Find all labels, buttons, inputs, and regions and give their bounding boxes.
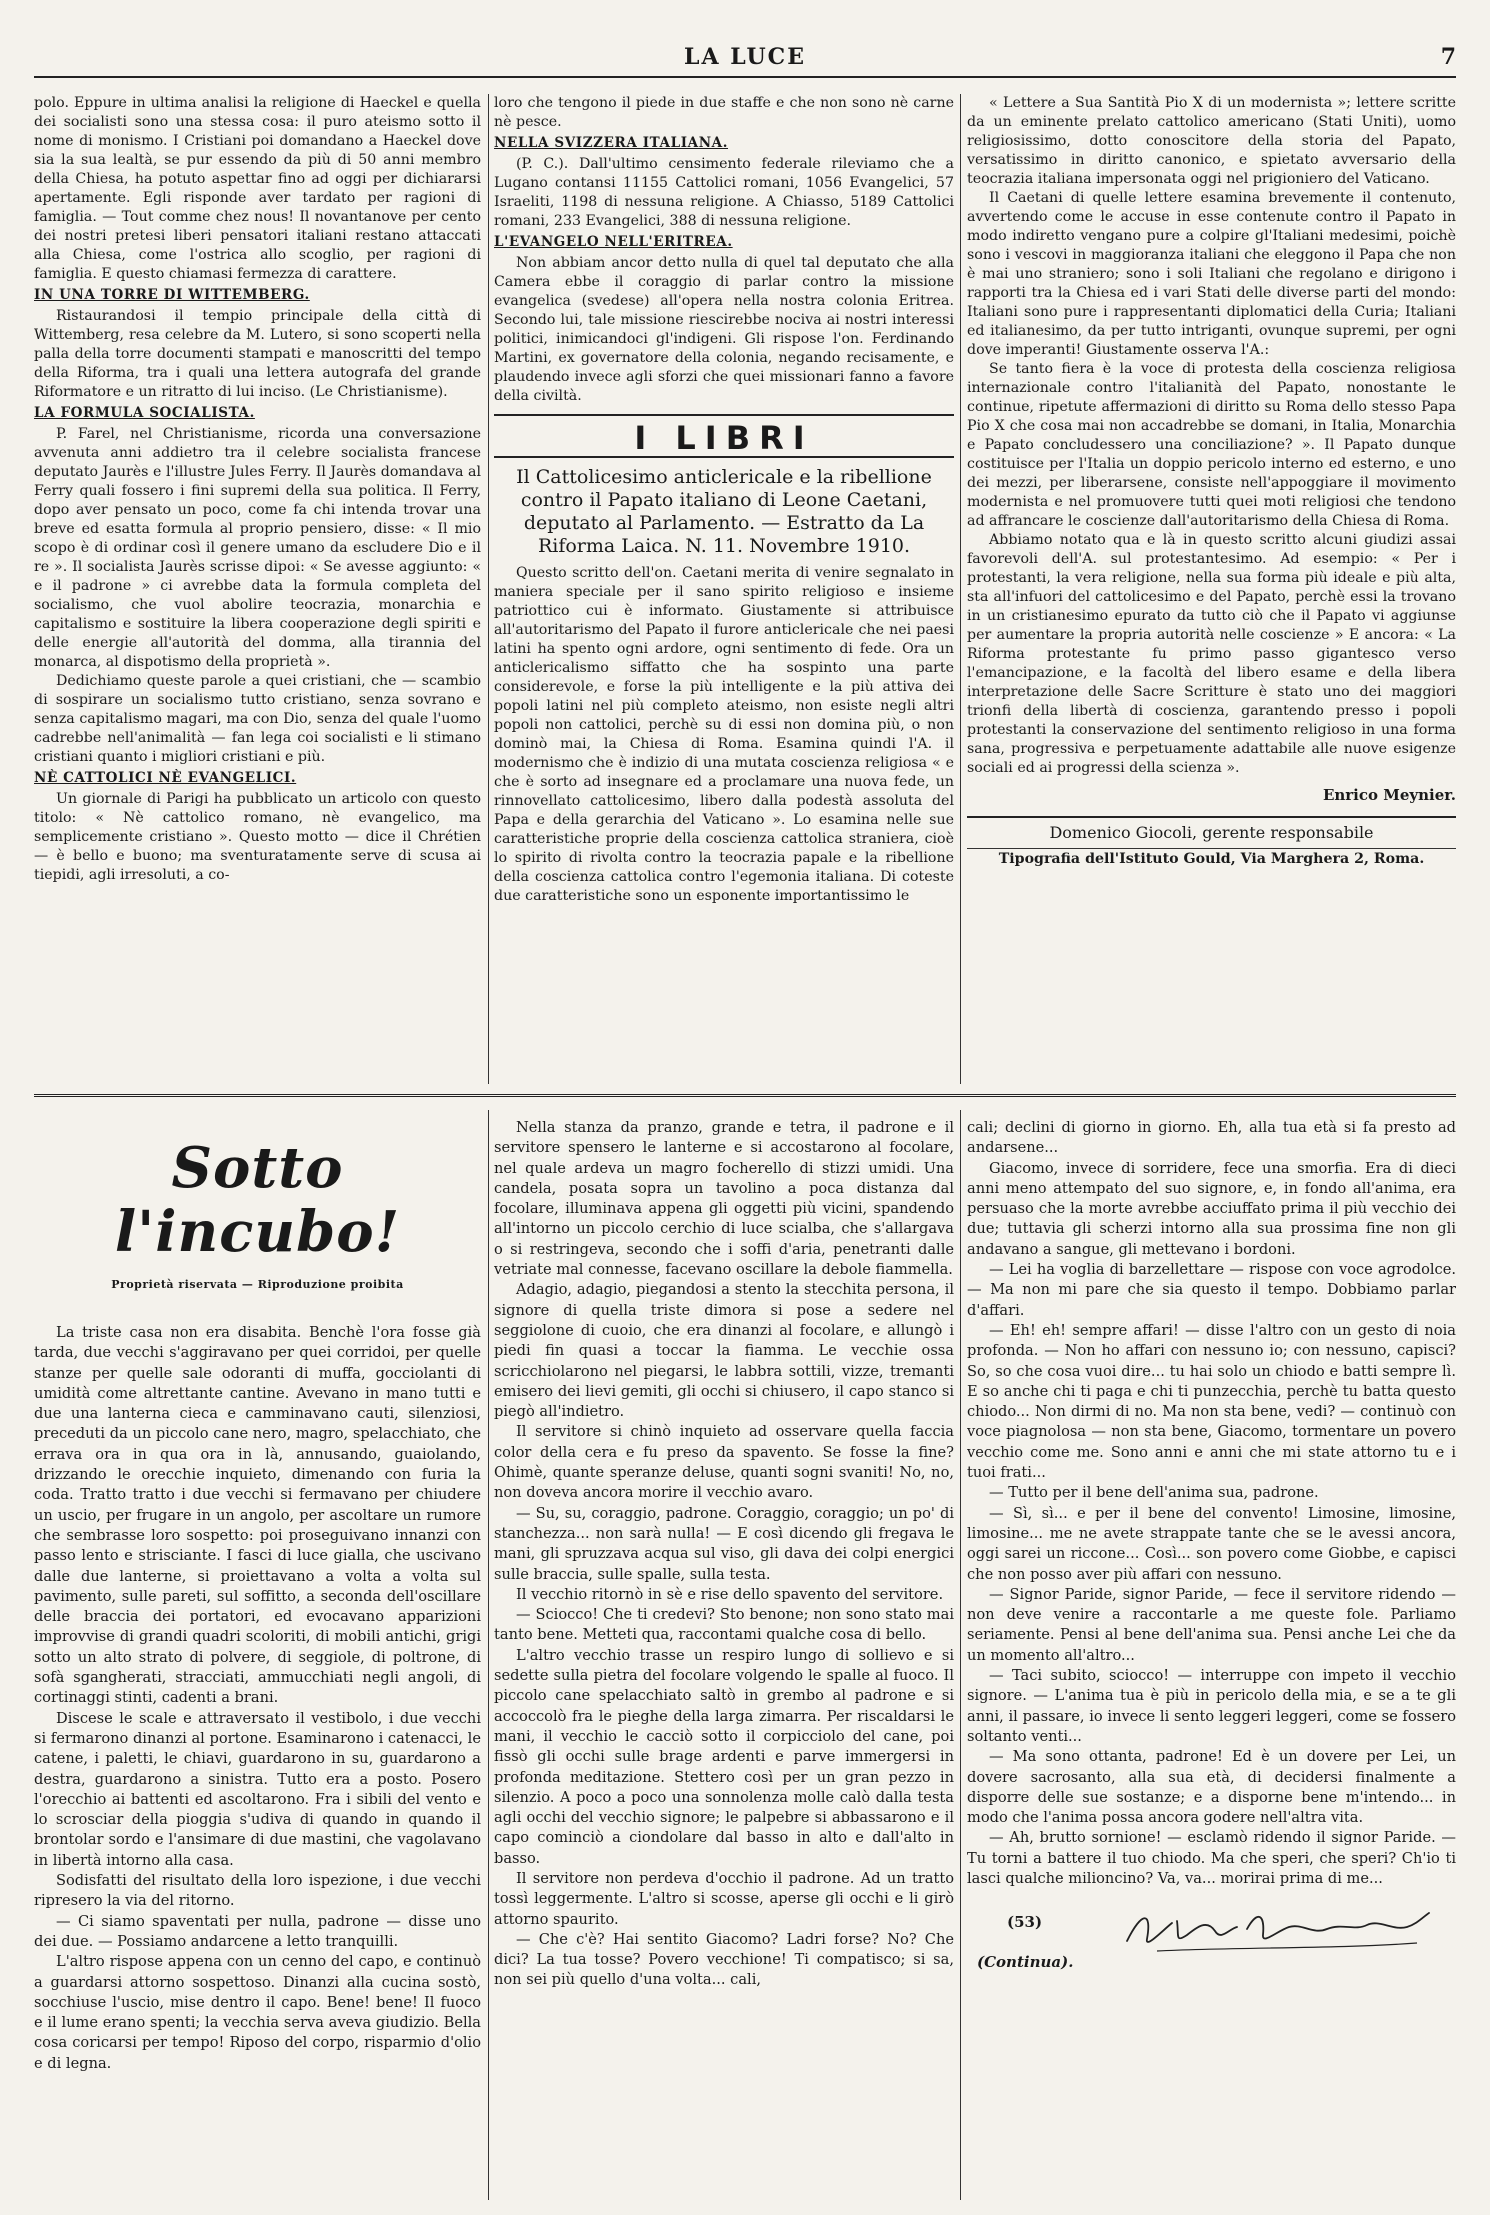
paragraph: polo. Eppure in ultima analisi la religione di Haeckel e quella dei socialisti sono una stessa cosa: il puro ateismo sotto il nome di monismo. I Cristiani poi domandano a Haeckel dove sia la sua lealtà, se pur essendo da più di 50 anni membro della Chiesa, ha potuto aspettar fino ad oggi per dichiararsi apertamente. Egli risponde aver tardato per ragioni di famiglia. — Tout comme chez nous! Il novantanove per cento dei nostri pretesi liberi pensatori italiani restano attaccati alla Chiesa, come l'ostrica allo scoglio, per ragioni di famiglia. E questo chiamasi fermezza di carattere. bbox=[34, 95, 481, 282]
paragraph: loro che tengono il piede in due staffe e che non sono nè carne nè pesce. bbox=[494, 95, 954, 130]
closing-area bbox=[967, 1901, 1456, 1981]
section-heading: IN UNA TORRE DI WITTEMBERG. bbox=[34, 287, 310, 303]
feuilleton-column-1 bbox=[34, 1110, 481, 2200]
handwritten-signature bbox=[1117, 1901, 1437, 1961]
paragraph: P. Farel, nel Christianisme, ricorda una conversazione avvenuta anni addietro tra il celebre socialista francese deputato Jaurès e l'illustre Jules Ferry. Il Jaurès domandava al Ferry quali fossero i fini supremi della sua politica. Il Ferry, dopo aver pensato un poco, come fa chi intenda trovar una breve ed esatta formula al proprio pensiero, disse: « Il mio scopo è di ordinar così il genere umano da escludere Dio e il re ». Il socialista Jaurès scrisse dipoi: « Se avesse aggiunto: « e il padrone » ci avrebbe data la formula completa del socialismo, che vuol abolire teocrazia, monarchia e capitalismo e sostituire la libera cooperazione degli spiriti e delle energie all'autorità del domma, alla tirannia del monarca, al dispotismo della proprietà ». bbox=[34, 426, 481, 670]
installment-number: (53) bbox=[1007, 1913, 1043, 1932]
paragraph: — Tutto per il bene dell'anima sua, padrone. bbox=[989, 1484, 1319, 1502]
upper-middle-column bbox=[494, 94, 954, 1084]
paragraph: Se tanto fiera è la voce di protesta della coscienza religiosa internazionale contro l'italianità del Papato, nonostante le continue, ripetute affermazioni di diritto su Roma dello stesso Papa Pio X che cosa mai non accadrebbe se domani, in Italia, Monarchia e Papato concludessero una conciliazione? ». Il Papato dunque costituisce per l'Italia un doppio pericolo interno ed esterno, e uno dei mezzi, per liberarsene, consiste nell'appoggiare il movimento modernista e nel promuovere tutti quei moti religiosi che tendono ad affrancare le coscienze dall'autoritarismo della Chiesa di Roma. bbox=[967, 361, 1456, 529]
paragraph: Sodisfatti del risultato della loro ispezione, i due vecchi ripresero la via del ritorno. bbox=[34, 1872, 481, 1910]
masthead-rule bbox=[34, 76, 1456, 78]
column-divider bbox=[488, 1110, 489, 2200]
column-divider bbox=[960, 94, 961, 1084]
feuilleton-column-2 bbox=[494, 1118, 954, 2200]
paragraph: L'altro rispose appena con un cenno del capo, e continuò a guardarsi attorno sospettoso. Dinanzi alla cucina sostò, socchiuse l'uscio, mise dentro il capo. Bene! bene! Il fuoco e il lume erano spenti; la vecchia serva aveva giudizio. Bella cosa coricarsi per tempo! Riposo del corpo, risparmio d'olio e di legna. bbox=[34, 1953, 481, 2072]
paragraph: — Ci siamo spaventati per nulla, padrone — disse uno dei due. — Possiamo andarcene a letto tranquilli. bbox=[34, 1912, 481, 1950]
book-title: Il Cattolicesimo anticlericale e la ribellione contro il Papato italiano di Leone Caetani, deputato al Parlamento. — Estratto da La Riforma Laica. N. 11. Novembre 1910. bbox=[516, 466, 932, 557]
page-number: 7 bbox=[1440, 44, 1456, 70]
rights-notice: Proprietà riservata — Riproduzione proibita bbox=[111, 1278, 404, 1291]
upper-right-column bbox=[967, 94, 1456, 1084]
section-heading: LA FORMULA SOCIALISTA. bbox=[34, 405, 255, 421]
paragraph: cali; declini di giorno in giorno. Eh, alla tua età si fa presto ad andarsene... bbox=[967, 1119, 1456, 1157]
paragraph: Un giornale di Parigi ha pubblicato un articolo con questo titolo: « Nè cattolico romano, nè evangelico, ma semplicemente cristiano ». Questo motto — dice il Chrétien — è bello e buono; ma sventuratamente serve di scusa ai tiepidi, agli irresoluti, a co- bbox=[34, 791, 481, 883]
paragraph: — Signor Paride, signor Paride, — fece il servitore ridendo — non deve venire a raccontarle a me queste fole. Parliamo seriamente. Pensi al bene dell'anima sua. Pensi anche Lei che da un momento all'altro... bbox=[967, 1585, 1456, 1664]
author-signature: Enrico Meynier. bbox=[1322, 786, 1456, 804]
paragraph: — Ah, brutto sornione! — esclamò ridendo il signor Paride. — Tu torni a battere il tuo chiodo. Ma che speri, che speri? Ch'io ti lasci qualche milioncino? Va, va... morirai prima di me... bbox=[967, 1829, 1456, 1887]
paragraph: — Che c'è? Hai sentito Giacomo? Ladri forse? No? Che dici? La tua tosse? Povero vecchione! Ti compatisco; si sa, non sei più quello d'una volta... cali, bbox=[494, 1930, 954, 1989]
paragraph: — Ma sono ottanta, padrone! Ed è un dovere per Lei, un dovere sacrosanto, alla sua età, di decidersi finalmente a disporre delle sue sostanze; e a disporne bene m'intendo... in modo che l'anima possa ancora godere nell'altra vita. bbox=[967, 1748, 1456, 1827]
paragraph: — Sciocco! Che ti credevi? Sto benone; non sono stato mai tanto bene. Metteti qua, raccontami qualche cosa di bello. bbox=[494, 1606, 954, 1644]
paragraph: Dedichiamo queste parole a quei cristiani, che — scambio di sospirare un socialismo tutto cristiano, senza sovrano e senza capitalismo magari, ma con Dio, senza del quale l'uomo cadrebbe nell'animalità — fan lega coi socialisti e li stimano cristiani quanto i migliori cristiani e più. bbox=[34, 673, 481, 765]
paragraph: Questo scritto dell'on. Caetani merita di venire segnalato in maniera speciale per il sano spirito religioso e insieme patriottico cui è informato. Giustamente si attribuisce all'autoritarismo del Papato il furore anticlericale che nei paesi latini ha spento ogni ardore, ogni sentimento di fede. Ora un anticlericalismo siffatto che ha sospinto una parte considerevole, e forse la più intelligente e la più attiva dei popoli latini nel più completo ateismo, non esiste negli altri popoli non cattolici, perchè su di essi non domina più, o non dominò mai, la Chiesa di Roma. Esamina quindi l'A. il modernismo che è indizio di una mutata coscienza religiosa « e che è sorto ad insegnare ed a proclamare una nuova fede, un rinnovellato cattolicesimo, libero dalla podestà assoluta del Papa e della gerarchia del Vaticano ». Lo esamina nelle sue caratteristiche proprie della coscienza cattolica straniera, cioè lo spirito di rivolta contro la teocrazia papale e la ribellione della coscienza cattolica contro l'egemonia italiana. Di coteste due caratteristiche sono un esponente importantissimo le bbox=[494, 565, 954, 904]
paragraph: La triste casa non era disabita. Benchè l'ora fosse già tarda, due vecchi s'aggiravano per quei corridoi, per quelle stanze per quelle sale odoranti di muffa, gocciolanti di umidità come altrettante cantine. Avevano in mano tutti e due una lanterna cieca e camminavano cauti, silenziosi, preceduti da un piccolo cane nero, magro, spelacchiato, che errava ora in qua ora in là, annusando, guaiolando, drizzando le orecchie inquieto, dimenando con furia la coda. Tratto tratto i due vecchi si fermavano per chiudere un uscio, per frugare in un angolo, per ascoltare un rumore che sembrasse loro sospetto: poi proseguivano innanzi con passo lento e strisciante. I fasci di luce gialla, che uscivano dalle due lanterne, si proiettavano a volta a volta sul pavimento, sulle pareti, sul soffitto, a seconda dell'oscillare delle braccia dei portatori, ed evocavano apparizioni improvvise di grandi quadri scoloriti, di mobili antichi, grigi sotto un alto strato di polvere, di seggiole, di poltrone, di sofà sgangherati, stracciati, ammucchiati negli angoli, di cortinaggi stinti, cadenti a brani. bbox=[34, 1324, 481, 1707]
feuilleton-title: Sotto l'incubo! bbox=[114, 1135, 401, 1265]
section-divider bbox=[34, 1094, 1456, 1097]
paragraph: — Lei ha voglia di barzellettare — rispose con voce agrodolce. — Ma non mi pare che sia questo il tempo. Dobbiamo parlar d'affari. bbox=[967, 1261, 1456, 1319]
feuilleton-column-3 bbox=[967, 1118, 1456, 2200]
paragraph: — Eh! eh! sempre affari! — disse l'altro con un gesto di noia profonda. — Non ho affari con nessuno io; con nessuno, capisci? So, so che cosa vuoi dire... tu hai solo un chiodo e batti sempre lì. E so anche chi ti paga e chi ti punzecchia, perchè tu batta questo chiodo... Non dirmi di no. Ma non sta bene, vedi? — continuò con voce piagnolosa — non sta bene, Giacomo, tormentare un povero vecchio come me. Sono anni e anni che mi state attorno tu e i tuoi frati... bbox=[967, 1321, 1456, 1482]
column-divider bbox=[960, 1110, 961, 2200]
paragraph: Nella stanza da pranzo, grande e tetra, il padrone e il servitore spensero le lanterne e si accostarono al focolare, nel quale ardeva un magro focherello di stizzi umidi. Una candela, posata sopra un tavolino a poca distanza dal focolare, illuminava appena gli oggetti più vicini, spandendo all'intorno un piccolo cerchio di luce scialba, che s'allargava o si restringeva, secondo che i soffi d'aria, penetranti dalle vetriate mal connesse, facevano oscillare la debole fiammella. bbox=[494, 1119, 954, 1279]
paragraph: Abbiamo notato qua e là in questo scritto alcuni giudizi assai favorevoli dell'A. sul protestantesimo. Ad esempio: « Per i protestanti, la vera religione, nella sua forma più ideale e più alta, sta all'infuori del cattolicesimo e del Papato, perchè essi la trovano in un cristianesimo epurato da tutto ciò che il Papato vi aggiunse per aumentare la propria autorità nelle coscienze » E ancora: « La Riforma protestante fu primo passo gigantesco verso l'emancipazione, e la facoltà del libero esame e della libera interpretazione delle Sacre Scritture è stato uno dei maggiori trionfi della libertà di coscienza, garantendo presso i popoli protestanti la conservazione del sentimento religioso in una forma sana, progressiva e perpetuamente adattabile alle nuove esigenze sociali ed ai progressi della scienza ». bbox=[967, 532, 1456, 776]
paragraph: Il servitore non perdeva d'occhio il padrone. Ad un tratto tossì leggermente. L'altro si scosse, aperse gli occhi e li girò attorno spaurito. bbox=[494, 1869, 954, 1928]
paragraph: Il Caetani di quelle lettere esamina brevemente il contenuto, avvertendo come le accuse in esse contenute contro il Papato in modo indiretto vengano pure a colpire gl'Italiani medesimi, poichè sono i vescovi in maggioranza italiani che eleggono il Papa che non è mai uno straniero; sono i soli Italiani che regolano e dirigono i rapporti tra la Chiesa ed i vari Stati delle diverse parti del mondo: Italiani sono pure i rappresentanti diplomatici della Curia; Italiani ed italianesimo, da per tutto intriganti, ovunque supremi, per ogni dove imperanti! Giustamente osserva l'A.: bbox=[967, 190, 1456, 358]
paragraph: Discese le scale e attraversato il vestibolo, i due vecchi si fermarono dinanzi al portone. Esaminarono i catenacci, le catene, i paletti, le chiavi, guardarono in su, guardarono a destra, guardarono a sinistra. Tutto era a posto. Posero l'orecchio ai battenti ed ascoltarono. Fra i sibili del vento e lo scrosciar della pioggia s'udiva di quando in quando il brontolar sordo e l'ansimare di due mastini, che vagolavano in libertà intorno alla casa. bbox=[34, 1709, 481, 1869]
paragraph: Adagio, adagio, piegandosi a stento la stecchita persona, il signore di quella triste dimora si pose a sedere nel seggiolone di cuoio, che era dinanzi al focolare, e allungò i piedi fin quasi a toccar la fiamma. Le vecchie ossa scricchiolarono nel piegarsi, le labbra sottili, vizze, tremanti emisero dei lievi gemiti, gli occhi si chiusero, il capo stanco si piegò all'indietro. bbox=[494, 1281, 954, 1421]
paragraph: — Taci subito, sciocco! — interruppe con impeto il vecchio signore. — L'anima tua è più in pericolo della mia, e se a te gli anni, il passare, io invece li sento leggeri leggeri, come se fossero soltanto venti... bbox=[967, 1667, 1456, 1745]
section-heading: NELLA SVIZZERA ITALIANA. bbox=[494, 135, 729, 151]
responsible-manager: Domenico Giocoli, gerente responsabile bbox=[967, 816, 1456, 844]
newspaper-title: LA LUCE bbox=[684, 44, 806, 70]
masthead bbox=[34, 44, 1456, 70]
paragraph: Ristaurandosi il tempio principale della città di Wittemberg, resa celebre da M. Lutero, si sono scoperti nella palla della torre documenti stampati e manoscritti del tempo della Riforma, tra i quali una lettera autografa del grande Riformatore e un ritratto di lui inciso. (Le Christianisme). bbox=[34, 308, 481, 400]
paragraph: — Sì, sì... e per il bene del convento! Limosine, limosine, limosine... me ne avete strappate tante che se le avessi ancora, oggi sarei un riccone... Così... son povero come Giobbe, e capisci che non posso aver più affari con nessuno. bbox=[967, 1504, 1456, 1583]
section-heading: NÈ CATTOLICI NÈ EVANGELICI. bbox=[34, 770, 297, 786]
paragraph: Il servitore si chinò inquieto ad osservare quella faccia color della cera e fu preso da spavento. Se fosse la fine? Ohimè, quante speranze deluse, quanti sogni svaniti! No, no, non doveva ancora morire il vecchio avaro. bbox=[494, 1423, 954, 1502]
paragraph: (P. C.). Dall'ultimo censimento federale rileviamo che a Lugano contansi 11155 Cattolici romani, 1056 Evangelici, 57 Israeliti, 1198 di nessuna religione. A Chiasso, 5189 Cattolici romani, 233 Evangelici, 388 di nessuna religione. bbox=[494, 156, 954, 229]
paragraph: — Su, su, coraggio, padrone. Coraggio, coraggio; un po' di stanchezza... non sarà nulla! — E così dicendo gli fregava le mani, gli spruzzava acqua sul viso, gli dava dei colpi energici sulle braccia, sulle spalle, sulla testa. bbox=[494, 1504, 954, 1583]
printer-line: Tipografia dell'Istituto Gould, Via Marghera 2, Roma. bbox=[967, 848, 1456, 867]
paragraph: Non abbiam ancor detto nulla di quel tal deputato che alla Camera ebbe il coraggio di parlar contro la missione evangelica (svedese) all'opera nella nostra colonia Eritrea. Secondo lui, tale missione riescirebbe nociva ai nostri interessi politici, inimicandoci gl'indigeni. Gli rispose l'on. Ferdinando Martini, ex governatore della colonia, negando recisamente, e plaudendo invece agli sforzi che quei missionari fanno a favore della civiltà. bbox=[494, 255, 954, 404]
paragraph: Il vecchio ritornò in sè e rise dello spavento del servitore. bbox=[516, 1585, 944, 1603]
section-heading: L'EVANGELO NELL'ERITREA. bbox=[494, 234, 733, 250]
column-divider bbox=[488, 94, 489, 1084]
libri-heading: I LIBRI bbox=[494, 414, 954, 458]
upper-left-column bbox=[34, 94, 481, 1084]
continua-label: (Continua). bbox=[977, 1953, 1074, 1972]
paragraph: Giacomo, invece di sorridere, fece una smorfia. Era di dieci anni meno attempato del suo signore, e, in fondo all'anima, era persuaso che la morte avrebbe acciuffato prima il più vecchio dei due; tuttavia gli scherzi intorno alla sua prossima fine non gli andavano a sangue, gli mettevano i bordoni. bbox=[967, 1159, 1456, 1258]
paragraph: L'altro vecchio trasse un respiro lungo di sollievo e si sedette sulla pietra del focolare volgendo le spalle al fuoco. Il piccolo cane spelacchiato saltò in grembo al padrone e si accoccolò fra le pieghe della larga zimarra. Per riscaldarsi le mani, il vecchio le cacciò sotto il corpicciolo del cane, poi fissò gli occhi sulle brage ardenti e parve immergersi in profonda meditazione. Stettero così per un gran pezzo in silenzio. A poco a poco una sonnolenza molle calò dalla testa agli occhi del vecchio signore; le palpebre si abbassarono e il capo cominciò a ciondolare dal basso in alto e dall'alto in basso. bbox=[494, 1646, 954, 1867]
paragraph: « Lettere a Sua Santità Pio X di un modernista »; lettere scritte da un eminente prelato cattolico americano (Stati Uniti), uomo religiosissimo, dotto conoscitore della storia del Papato, versatissimo in diritto canonico, e spietato avversario della teocrazia italiana impersonata oggi nel prigioniero del Vaticano. bbox=[967, 95, 1456, 187]
